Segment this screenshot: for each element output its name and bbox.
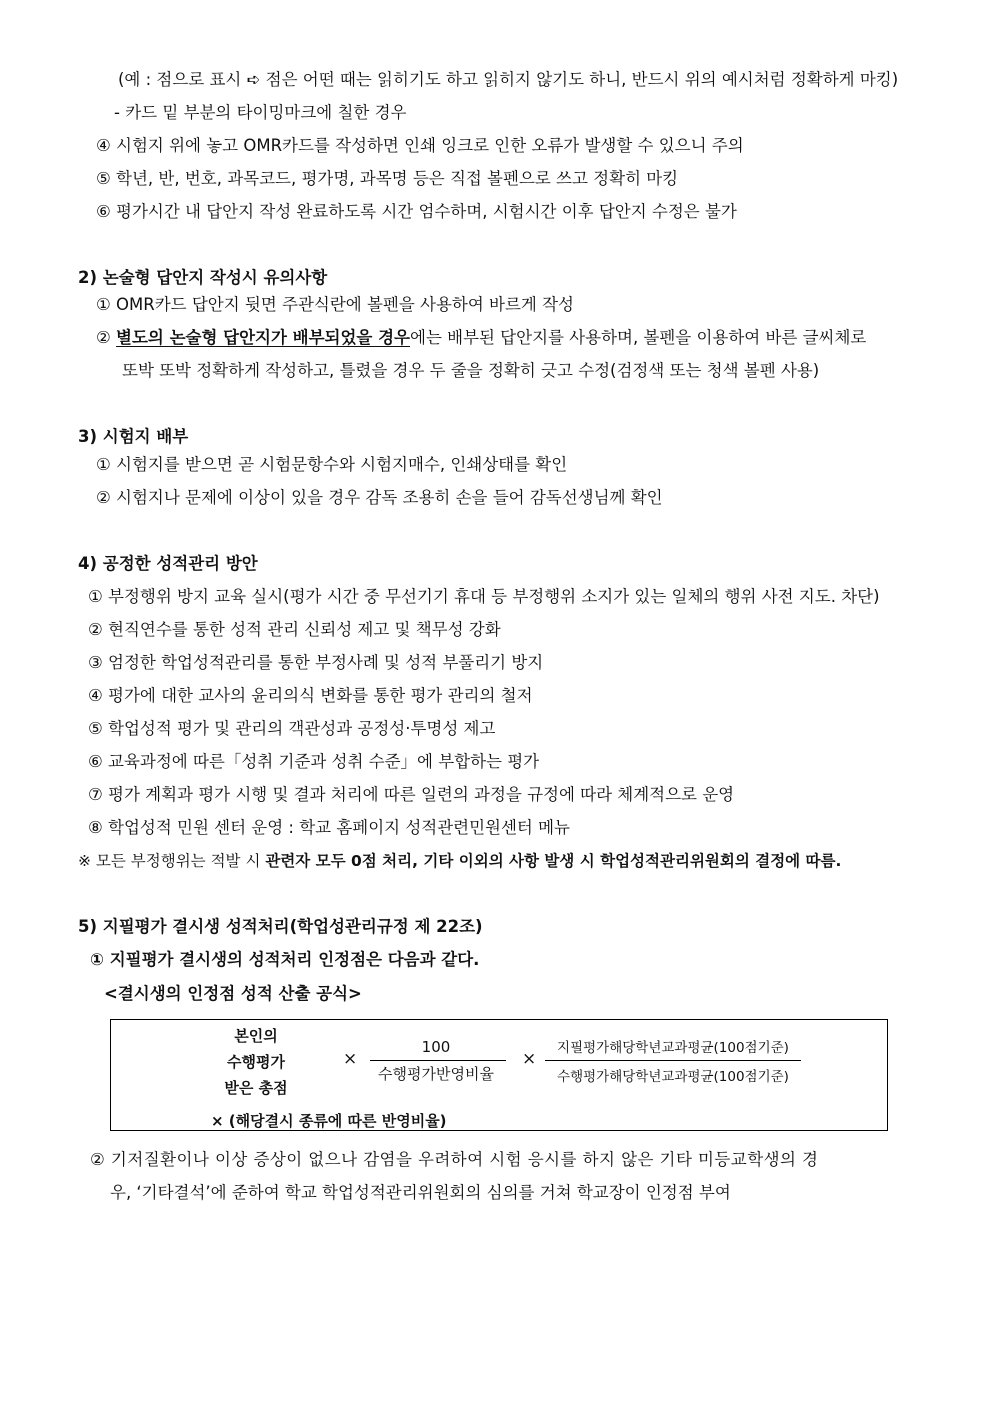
list-item: ⑥ 교육과정에 따른「성취 기준과 성취 수준」에 부합하는 평가	[88, 752, 540, 771]
list-item-continuation: 우, ‘기타결석’에 준하여 학교 학업성적관리위원회의 심의를 거쳐 학교장이 인정점 부여	[110, 1183, 731, 1202]
fraction2-bar	[545, 1060, 801, 1061]
underlined-phrase: 별도의 논술형 답안지가 배부되었을 경우	[116, 328, 410, 347]
list-item: ① 부정행위 방지 교육 실시(평가 시간 중 무선기기 휴대 등 부정행위 소지가 있는 일체의 행위 사전 지도. 차단)	[88, 587, 880, 606]
item-text: 에는 배부된 답안지를 사용하며, 볼펜을 이용하여 바른 글씨체로	[410, 328, 867, 347]
fraction1-denominator: 수행평가반영비율	[378, 1065, 494, 1083]
fraction1-numerator: 100	[421, 1038, 451, 1056]
fraction1-bar	[370, 1060, 506, 1061]
timing-mark-note: - 카드 밑 부분의 타이밍마크에 칠한 경우	[114, 103, 407, 122]
list-item: ④ 시험지 위에 놓고 OMR카드를 작성하면 인쇄 잉크로 인한 오류가 발생할 수 있으니 주의	[96, 136, 744, 155]
item-number: ②	[96, 328, 117, 347]
penalty-note	[78, 849, 841, 873]
list-item: ⑤ 학업성적 평가 및 관리의 객관성과 공정성·투명성 제고	[88, 719, 496, 738]
formula-tail: × (해당결시 종류에 따른 반영비율)	[211, 1112, 447, 1130]
term-line: 받은 총점	[224, 1079, 288, 1097]
fraction2-denominator: 수행평가해당학년교과평균(100점기준)	[557, 1069, 789, 1085]
note-text: ※ 모든 부정행위는 적발 시	[78, 852, 266, 870]
formula-term-own-score	[211, 1023, 301, 1101]
list-item: ① OMR카드 답안지 뒷면 주관식란에 볼펜을 사용하여 바르게 작성	[96, 295, 574, 314]
list-item-continuation: 또박 또박 정확하게 작성하고, 틀렸을 경우 두 줄을 정확히 긋고 수정(검정색 또는 청색 볼펜 사용)	[122, 361, 820, 380]
term-line: 수행평가	[227, 1053, 285, 1071]
list-item: ② 현직연수를 통한 성적 관리 신뢰성 제고 및 책무성 강화	[88, 620, 501, 639]
formula-box	[110, 1019, 888, 1131]
list-item: ① 지필평가 결시생의 성적처리 인정점은 다음과 같다.	[90, 950, 480, 969]
list-item: ⑤ 학년, 반, 번호, 과목코드, 평가명, 과목명 등은 직접 볼펜으로 쓰고 정확히 마킹	[96, 169, 679, 188]
list-item: ⑥ 평가시간 내 답안지 작성 완료하도록 시간 엄수하며, 시험시간 이후 답안지 수정은 불가	[96, 202, 737, 221]
list-item: ② 시험지나 문제에 이상이 있을 경우 감독 조용히 손을 들어 감독선생님께 확인	[96, 488, 663, 507]
list-item	[96, 326, 866, 350]
note-bold-text: 관련자 모두 0점 처리, 기타 이외의 사항 발생 시 학업성적관리위원회의 결정에 따름.	[265, 852, 842, 870]
formula-title: <결시생의 인정점 성적 산출 공식>	[104, 984, 362, 1003]
list-item: ② 기저질환이나 이상 증상이 없으나 감염을 우려하여 시험 응시를 하지 않은 기타 미등교학생의 경	[90, 1150, 819, 1169]
term-line: 본인의	[234, 1027, 278, 1045]
list-item: ⑦ 평가 계획과 평가 시행 및 결과 처리에 따른 일련의 과정을 규정에 따라 체계적으로 운영	[88, 785, 735, 804]
list-item: ⑧ 학업성적 민원 센터 운영 : 학교 홈페이지 성적관련민원센터 메뉴	[88, 818, 570, 837]
multiply-sign: ×	[343, 1049, 358, 1069]
list-item: ① 시험지를 받으면 곧 시험문항수와 시험지매수, 인쇄상태를 확인	[96, 455, 568, 474]
marking-example-note: (예 : 점으로 표시 ➪ 점은 어떤 때는 읽히기도 하고 읽히지 않기도 하니, 반드시 위의 예시처럼 정확하게 마킹)	[118, 70, 899, 89]
section-title: 5) 지필평가 결시생 성적처리(학업성관리규정 제 22조)	[78, 917, 483, 936]
fraction2-numerator: 지필평가해당학년교과평균(100점기준)	[557, 1040, 789, 1056]
section-title: 2) 논술형 답안지 작성시 유의사항	[78, 268, 328, 287]
section-title: 4) 공정한 성적관리 방안	[78, 554, 258, 573]
section-title: 3) 시험지 배부	[78, 427, 189, 446]
list-item: ④ 평가에 대한 교사의 윤리의식 변화를 통한 평가 관리의 철저	[88, 686, 533, 705]
list-item: ③ 엄정한 학업성적관리를 통한 부정사례 및 성적 부풀리기 방지	[88, 653, 544, 672]
multiply-sign: ×	[522, 1049, 537, 1069]
